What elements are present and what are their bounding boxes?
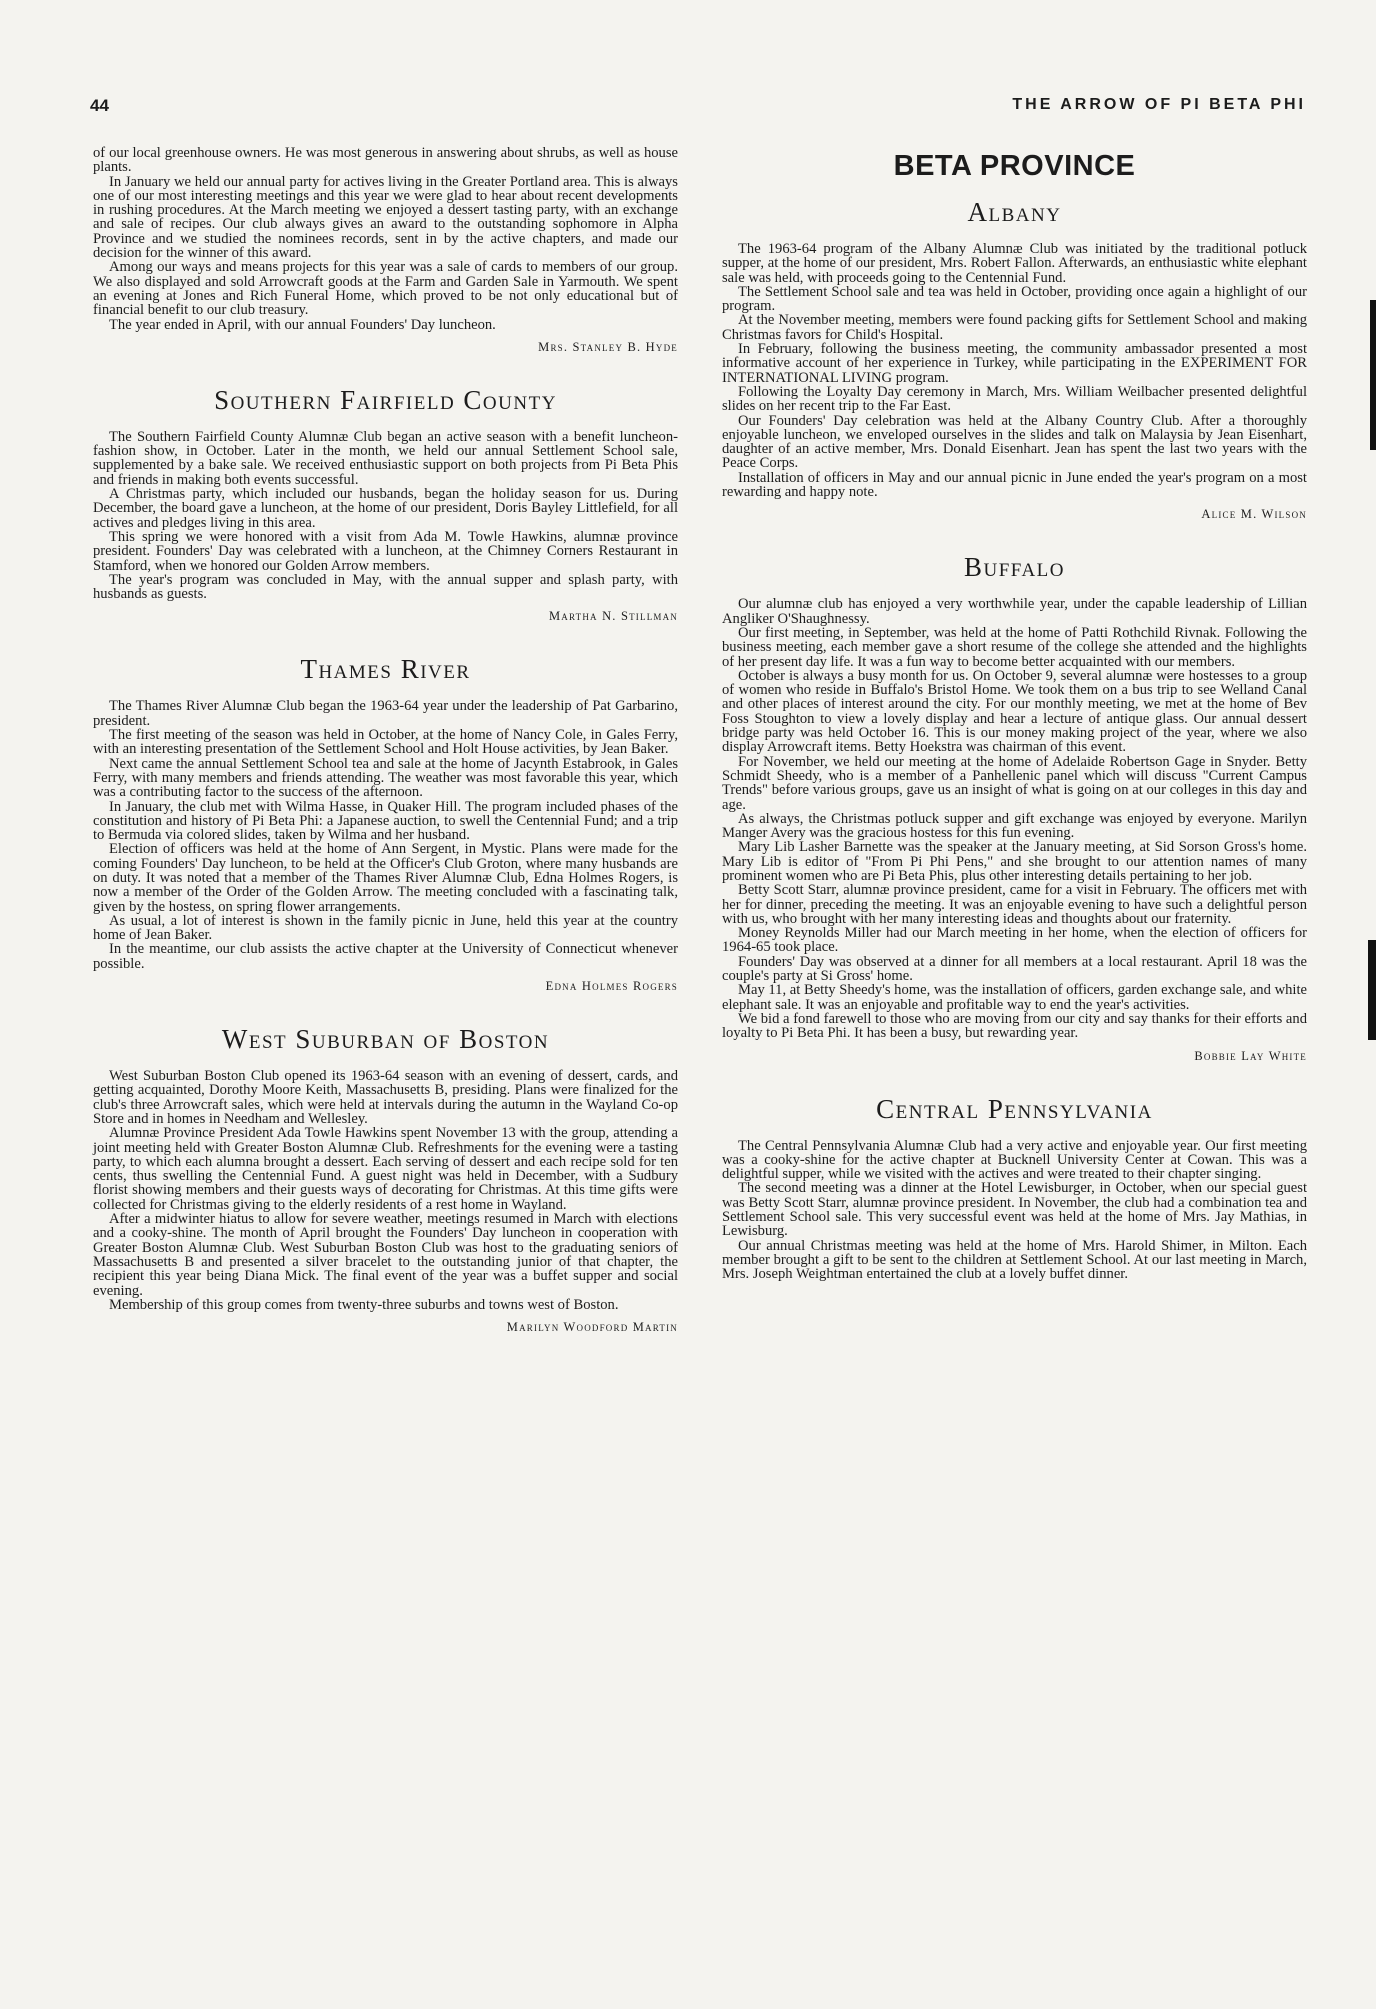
signature: Edna Holmes Rogers xyxy=(545,979,678,994)
section-heading: Central Pennsylvania xyxy=(876,1093,1153,1124)
paragraph: Our alumnæ club has enjoyed a very worthwhile year, under the capable leadership of Lillian Angliker O'Shaughnessy. xyxy=(722,596,1307,627)
paragraph: Following the Loyalty Day ceremony in March, Mrs. William Weilbacher presented delightful slides on her recent trip to the Far East. xyxy=(722,383,1307,415)
signature: Bobbie Lay White xyxy=(1194,1048,1307,1063)
paragraph: West Suburban Boston Club opened its 1963-64 season with an evening of dessert, cards, and getting acquainted, Dorothy Moore Keith, Massachusetts B, presiding. Plans were finalized for the club's three Arrowcraft sales, which were held at intervals during the autumn in the Wayland Co-op Store and in homes in Needham and Wellesley. xyxy=(93,1068,678,1127)
section-heading: Southern Fairfield County xyxy=(214,384,557,415)
section-continued xyxy=(93,146,678,355)
binding-edge-shadow xyxy=(1368,940,1376,1040)
running-header xyxy=(90,96,1306,122)
paragraph: Next came the annual Settlement School tea and sale at the home of Jacynth Estabrook, in Gales Ferry, with many members and friends attending. The weather was most favorable this year, which was a contributing factor to the success of the afternoon. xyxy=(93,755,678,801)
paragraph: The Southern Fairfield County Alumnæ Club began an active season with a benefit luncheon-fashion show, in October. Later in the month, we held our annual Settlement School sale, supplemented by a bake sale. We received enthusiastic support on both projects from Pi Beta Phis and friends in making both events successful. xyxy=(93,428,678,488)
paragraph: In February, following the business meeting, the community ambassador presented a most informative account of her experience in Turkey, while participating in the EXPERIMENT FOR INTERNATIONAL LIVING program. xyxy=(722,341,1307,386)
paragraph: In January we held our annual party for actives living in the Greater Portland area. This is always one of our most interesting meetings and this year we were glad to hear about recent developments in rushing procedures. At the March meeting we enjoyed a dessert tasting party, with an exchange and sale of recipes. Our club always gives an award to the outstanding sophomore in Alpha Province and we studied the nominees records, sent in by the active chapters, and made our decision for the winner of this award. xyxy=(93,173,678,262)
paragraph: Money Reynolds Miller had our March meeting in her home, when the election of officers for 1964-65 took place. xyxy=(722,925,1307,956)
paragraph: Alumnæ Province President Ada Towle Hawkins spent November 13 with the group, attending a joint meeting held with Greater Boston Alumnæ Club. Refreshments for the evening were a tasting party, to which each alumna brought a dessert. Each serving of dessert and each recipe sold for ten cents, thus swelling the Centennial Fund. A guest night was held in December, with a Sudbury florist showing members and their guests ways of decorating for Christmas. At this time gifts were collected for Christmas giving to the elderly residents of a rest home in Wayland. xyxy=(93,1125,678,1213)
paragraph: Founders' Day was observed at a dinner for all members at a local restaurant. April 18 was the couple's party at Si Gross' home. xyxy=(722,953,1307,985)
section-heading: Thames River xyxy=(300,654,471,685)
page-number: 44 xyxy=(90,96,109,115)
section-buffalo xyxy=(722,552,1307,1063)
binding-edge-shadow xyxy=(1370,300,1376,450)
paragraph: At the November meeting, members were found packing gifts for Settlement School and making Christmas favors for Child's Hospital. xyxy=(722,312,1307,343)
paragraph: We bid a fond farewell to those who are moving from our city and say thanks for their efforts and loyalty to Pi Beta Phi. It has been a busy, but rewarding year. xyxy=(722,1010,1307,1042)
paragraph: In January, the club met with Wilma Hasse, in Quaker Hill. The program included phases of the constitution and history of Pi Beta Phi: a Japanese auction, to swell the Centennial Fund; and a trip to Bermuda via colored slides, taken by Wilma and her husband. xyxy=(93,798,678,844)
signature: Martha N. Stillman xyxy=(548,609,678,624)
paragraph: Our annual Christmas meeting was held at the home of Mrs. Harold Shimer, in Milton. Each member brought a gift to be sent to the children at Settlement School. At our last meeting in March, Mrs. Joseph Weightman entertained the club at a lovely buffet dinner. xyxy=(722,1237,1307,1283)
section-southern-fairfield xyxy=(93,385,678,625)
paragraph: In the meantime, our club assists the active chapter at the University of Connecticut whenever possible. xyxy=(93,941,678,972)
signature: Mrs. Stanley B. Hyde xyxy=(538,339,678,354)
section-heading: West Suburban of Boston xyxy=(221,1024,550,1055)
paragraph: of our local greenhouse owners. He was most generous in answering about shrubs, as well as house plants. xyxy=(93,145,678,176)
paragraph: Our Founders' Day celebration was held at the Albany Country Club. After a thoroughly enjoyable luncheon, we enveloped ourselves in the slides and talk on Malaysia by Jean Eisenhart, daughter of an active member, Mrs. Donald Eisenhart. Jean has spent the last two years with the Peace Corps. xyxy=(722,412,1307,472)
paragraph: As always, the Christmas potluck supper and gift exchange was enjoyed by everyone. Marilyn Manger Avery was the gracious hostess for this fun evening. xyxy=(722,810,1307,842)
paragraph: The 1963-64 program of the Albany Alumnæ Club was initiated by the traditional potluck supper, at the home of our president, Mrs. Robert Fallon. Afterwards, an enthusiastic white elephant sale was held, with proceeds going to the Centennial Fund. xyxy=(722,241,1307,286)
paragraph: The first meeting of the season was held in October, at the home of Nancy Cole, in Gales Ferry, with an interesting presentation of the Settlement School and Holt House activities, by Jean Baker. xyxy=(93,727,678,758)
paragraph: May 11, at Betty Sheedy's home, was the installation of officers, garden exchange sale, and white elephant sale. It was an enjoyable and profitable way to end the year's activities. xyxy=(722,982,1307,1013)
paragraph: Betty Scott Starr, alumnæ province president, came for a visit in February. The officers met with her for dinner, preceding the meeting. It was an enjoyable evening to have such a delightful person with us, who brought with her many interesting ideas and thoughts about our fraternity. xyxy=(722,882,1307,927)
section-thames-river xyxy=(93,654,678,994)
signature: Marilyn Woodford Martin xyxy=(506,1320,678,1335)
journal-title: THE ARROW OF PI BETA PHI xyxy=(1012,96,1306,113)
paragraph: As usual, a lot of interest is shown in the family picnic in June, held this year at the country home of Jean Baker. xyxy=(93,912,678,944)
paragraph: October is always a busy month for us. On October 9, several alumnæ were hostesses to a group of women who reside in Buffalo's Bristol Home. We took them on a bus trip to see Welland Canal and other places of interest around the city. For our monthly meeting, we met at the home of Bev Foss Stoughton to view a lovely display and hear a lecture of antique glass. Our annual dessert bridge party was held October 16. This is our money making project of the year, where we also display Arrowcraft items. Betty Hoekstra was chairman of this event. xyxy=(722,667,1307,756)
paragraph: A Christmas party, which included our husbands, began the holiday season for us. During December, the board gave a luncheon, at the home of our president, Doris Bayley Littlefield, for all actives and pledges living in this area. xyxy=(93,486,678,531)
paragraph: This spring we were honored with a visit from Ada M. Towle Hawkins, alumnæ province president. Founders' Day was celebrated with a luncheon, at the Chimney Corners Restaurant in Stamford, when we honored our Golden Arrow members. xyxy=(93,528,678,574)
section-albany xyxy=(722,197,1307,522)
paragraph: Membership of this group comes from twenty-three suburbs and towns west of Boston. xyxy=(109,1296,619,1313)
section-heading: Albany xyxy=(967,197,1062,227)
paragraph: Mary Lib Lasher Barnette was the speaker at the January meeting, at Sid Sorson Gross's home. Mary Lib is editor of "From Pi Phi Pens," and she brought to our attention names of many prominent women who are Pi Beta Phis, plus other interesting details pertaining to her job. xyxy=(722,839,1307,884)
province-heading: BETA PROVINCE xyxy=(893,150,1136,182)
paragraph: Installation of officers in May and our annual picnic in June ended the year's program on a most rewarding and happy note. xyxy=(722,469,1307,501)
paragraph: The Central Pennsylvania Alumnæ Club had a very active and enjoyable year. Our first meeting was a cooky-shine for the active chapter at Bucknell University Center at Cowan. This was a delightful supper, while we visited with the actives and were treated to their chapter singing. xyxy=(722,1137,1307,1183)
signature: Alice M. Wilson xyxy=(1201,507,1307,522)
paragraph: After a midwinter hiatus to allow for severe weather, meetings resumed in March with elections and a cooky-shine. The month of April brought the Founders' Day luncheon in cooperation with Greater Boston Alumnæ Club. West Suburban Boston Club was host to the graduating seniors of Massachusetts B and presented a silver bracelet to the outstanding junior of that chapter, the recipient this year being Diana Mick. The final event of the year was a buffet supper and social evening. xyxy=(93,1211,678,1299)
section-west-suburban-boston xyxy=(93,1024,678,1335)
left-column xyxy=(93,146,678,1335)
paragraph: Among our ways and means projects for this year was a sale of cards to members of our group. We also displayed and sold Arrowcraft goods at the Farm and Garden Sale in Yarmouth. We spent an evening at Jones and Rich Funeral Home, which proved to be not only educational but of financial benefit to our club treasury. xyxy=(93,259,678,319)
paragraph: The Thames River Alumnæ Club began the 1963-64 year under the leadership of Pat Garbarino, president. xyxy=(93,698,678,729)
paragraph: The year ended in April, with our annual Founders' Day luncheon. xyxy=(109,316,496,333)
paragraph: Election of officers was held at the home of Ann Sergent, in Mystic. Plans were made for the coming Founders' Day luncheon, to be held at the Officer's Club Groton, where many husbands are on duty. It was noted that a member of the Thames River Alumnæ Club, Edna Holmes Rogers, is now a member of the Order of the Golden Arrow. The meeting concluded with a fascinating talk, given by the hostess, on spring flower arrangements. xyxy=(93,841,678,915)
paragraph: For November, we held our meeting at the home of Adelaide Robertson Gage in Snyder. Betty Schmidt Sheedy, who is a member of a Panhellenic panel which will discuss "Current Campus Trends" before various groups, gave us an insight of what is going on at our colleges in this day and age. xyxy=(722,753,1307,813)
paragraph: The second meeting was a dinner at the Hotel Lewisburger, in October, when our special guest was Betty Scott Starr, alumnæ province president. In November, the club had a combination tea and Settlement School sale. This very successful event was held at the home of Mrs. Jay Mathias, in Lewisburg. xyxy=(722,1180,1307,1240)
paragraph: The year's program was concluded in May, with the annual supper and splash party, with husbands as guests. xyxy=(93,571,678,603)
paragraph: The Settlement School sale and tea was held in October, providing once again a highlight of our program. xyxy=(722,283,1307,315)
section-heading: Buffalo xyxy=(963,552,1065,583)
right-column xyxy=(722,146,1307,1282)
section-central-pennsylvania xyxy=(722,1094,1307,1282)
paragraph: Our first meeting, in September, was held at the home of Patti Rothchild Rivnak. Following the business meeting, each member gave a short resume of the college she attended and the highlights of her present day life. It was a fun way to become better acquainted with our members. xyxy=(722,624,1307,670)
